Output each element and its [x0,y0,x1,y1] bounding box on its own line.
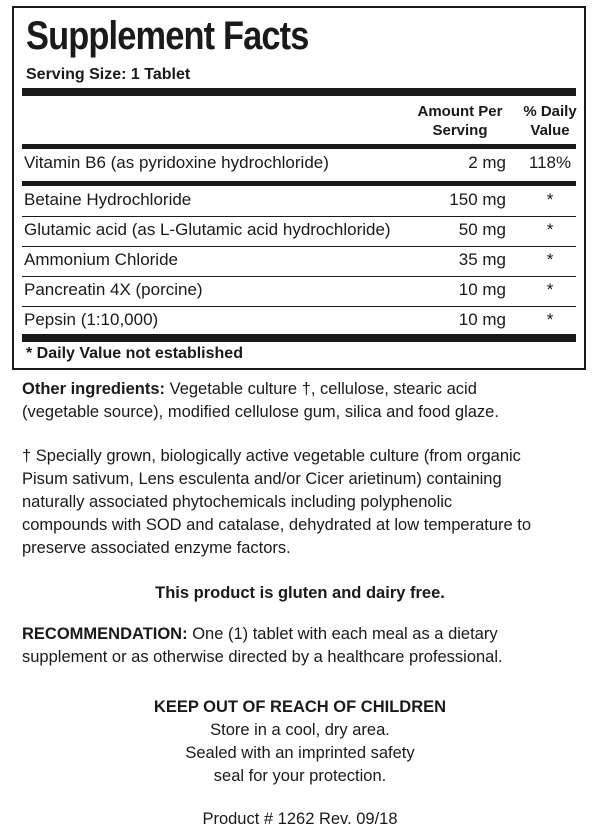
vegetable-culture-line: compounds with SOD and catalase, dehydrated at low temperature to [22,516,532,534]
nutrient-amount: 10 mg [458,310,506,329]
storage-line: seal for your protection. [213,767,387,785]
other-ingredients-text-line2: (vegetable source), modified cellulose gum, silica and food glaze. [22,403,499,421]
supplement-facts-panel [12,6,586,370]
storage-warning [0,696,600,788]
vegetable-culture-line: preserve associated enzyme factors. [22,539,291,557]
nutrient-name: Vitamin B6 (as pyridoxine hydrochloride) [24,153,329,172]
table-row [22,306,576,334]
facts-title: Supplement Facts [26,14,309,58]
nutrient-amount: 2 mg [468,153,506,172]
nutrient-amount: 35 mg [458,250,506,269]
nutrient-daily-value: * [546,250,554,269]
nutrient-name: Pancreatin 4X (porcine) [24,280,203,299]
storage-line: Sealed with an imprinted safety [185,744,415,762]
other-ingredients-text: Vegetable culture †, cellulose, stearic acid [165,380,477,398]
column-header-daily-value [512,102,588,140]
vegetable-culture-line: Pisum sativum, Lens esculenta and/or Cicer arietinum) containing [22,470,502,488]
nutrient-name: Betaine Hydrochloride [24,190,192,209]
nutrient-name: Ammonium Chloride [24,250,178,269]
gluten-dairy-free-statement: This product is gluten and dairy free. [155,584,445,602]
column-header-dv-line1: % Daily [523,103,577,120]
recommendation [22,623,582,669]
table-row [22,276,576,304]
column-header-amount-line2: Serving [432,122,488,139]
recommendation-text-line2: supplement or as otherwise directed by a healthcare professional. [22,648,503,666]
nutrient-name: Pepsin (1:10,000) [24,310,159,329]
other-ingredients-label: Other ingredients: [22,380,166,398]
nutrient-amount: 10 mg [458,280,506,299]
recommendation-text: One (1) tablet with each meal as a dietary [187,625,498,643]
column-header-amount [412,102,508,140]
nutrient-daily-value: * [546,220,554,239]
nutrient-daily-value: * [546,190,554,209]
table-row [22,149,576,177]
nutrient-amount: 50 mg [458,220,506,239]
table-row [22,216,576,244]
nutrient-daily-value: * [546,280,554,299]
nutrient-daily-value: * [546,310,554,329]
divider-thick-bottom [22,334,576,342]
recommendation-label: RECOMMENDATION: [22,625,188,643]
divider-thick-top [22,88,576,96]
nutrient-daily-value: 118% [528,153,572,172]
nutrient-name: Glutamic acid (as L-Glutamic acid hydrochloride) [24,220,391,239]
vegetable-culture-line: † Specially grown, biologically active vegetable culture (from organic [22,447,521,465]
table-row [22,246,576,274]
storage-line: Store in a cool, dry area. [210,721,390,739]
daily-value-footnote: * Daily Value not established [26,345,243,362]
serving-size: Serving Size: 1 Tablet [26,66,191,83]
column-header-amount-line1: Amount Per [417,103,503,120]
warning-title: KEEP OUT OF REACH OF CHILDREN [153,698,447,716]
nutrient-amount: 150 mg [449,190,506,209]
table-row [22,186,576,214]
vegetable-culture-line: naturally associated phytochemicals including polyphenolic [22,493,453,511]
other-ingredients [22,378,582,424]
vegetable-culture-note [22,445,582,560]
product-number: Product # 1262 Rev. 09/18 [202,810,398,828]
column-header-dv-line2: Value [530,122,570,139]
